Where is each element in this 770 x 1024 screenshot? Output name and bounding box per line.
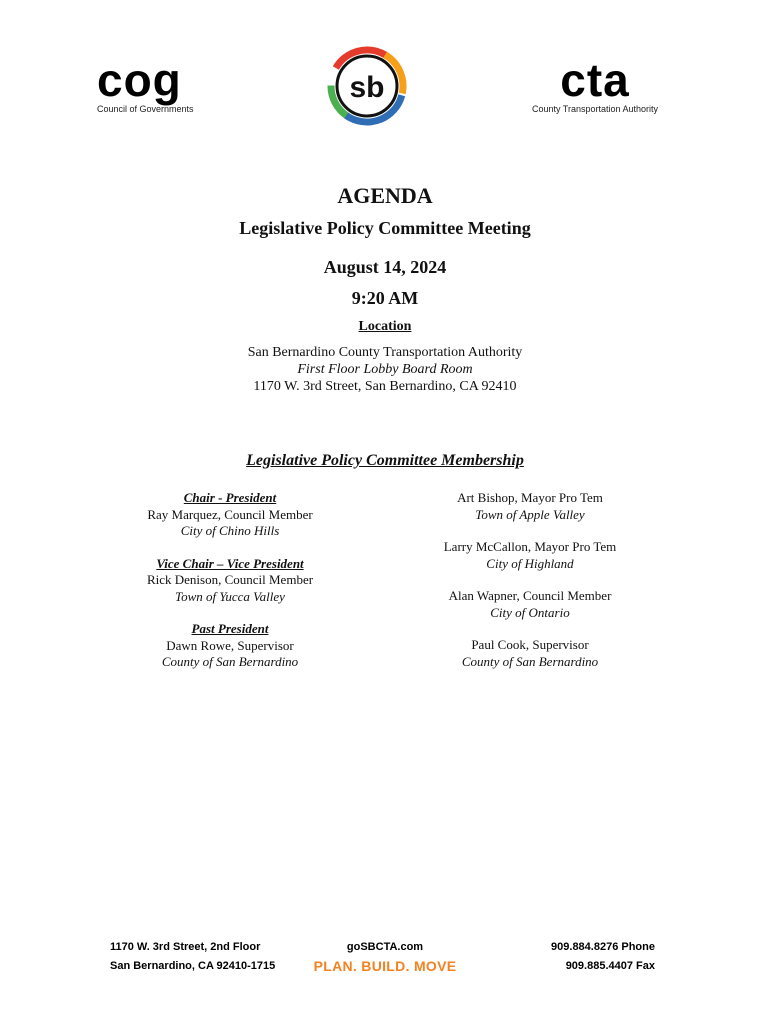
cta-logo-text: cta	[560, 54, 630, 106]
member-name: Alan Wapner, Council Member	[448, 588, 612, 603]
member-entry	[100, 621, 360, 671]
member-role: Past President	[191, 621, 269, 636]
meeting-name: Legislative Policy Committee Meeting	[239, 218, 531, 238]
sb-logo-emblem	[326, 45, 408, 127]
member-name: Rick Denison, Council Member	[146, 572, 314, 587]
location-address: 1170 W. 3rd Street, San Bernardino, CA 92410	[253, 379, 517, 394]
member-entry	[400, 490, 660, 523]
agenda-title: AGENDA	[337, 183, 433, 208]
footer-tagline: PLAN. BUILD. MOVE	[313, 958, 457, 974]
footer-address-line2: San Bernardino, CA 92410-1715	[110, 960, 276, 972]
member-name: Larry McCallon, Mayor Pro Tem	[443, 539, 617, 554]
meeting-date: August 14, 2024	[323, 257, 447, 277]
member-organization: City of Highland	[486, 555, 574, 571]
cog-logo-text: cog	[97, 54, 182, 106]
cog-logo-subtitle: Council of Governments	[97, 104, 194, 114]
member-entry	[400, 588, 660, 621]
membership-title: Legislative Policy Committee Membership	[246, 452, 524, 469]
sb-logo-text: sb	[349, 71, 385, 104]
footer-phone: 909.884.8276 Phone	[551, 941, 655, 953]
cta-logo	[520, 54, 670, 114]
footer-website-link[interactable]: goSBCTA.com	[346, 941, 424, 953]
member-entry	[400, 539, 660, 572]
member-name: Art Bishop, Mayor Pro Tem	[457, 490, 603, 505]
member-organization: City of Chino Hills	[180, 523, 280, 538]
member-entry	[100, 490, 360, 540]
cta-logo-subtitle: County Transportation Authority	[531, 104, 659, 114]
member-organization: County of San Bernardino	[161, 654, 299, 669]
footer-address-line1: 1170 W. 3rd Street, 2nd Floor	[110, 941, 261, 953]
member-organization: Town of Apple Valley	[475, 506, 585, 522]
member-name: Paul Cook, Supervisor	[471, 637, 589, 652]
member-role: Vice Chair – Vice President	[156, 555, 304, 571]
member-organization: City of Ontario	[490, 604, 570, 620]
location-organization: San Bernardino County Transportation Authority	[247, 345, 523, 360]
member-organization: County of San Bernardino	[461, 653, 599, 669]
location-room: First Floor Lobby Board Room	[297, 362, 473, 377]
cog-logo	[97, 54, 207, 114]
member-name: Ray Marquez, Council Member	[147, 506, 313, 522]
sb-logo	[326, 45, 408, 127]
membership-left-column	[100, 490, 360, 687]
member-organization: Town of Yucca Valley	[175, 588, 285, 604]
location-heading: Location	[358, 319, 412, 334]
member-entry	[400, 637, 660, 670]
membership-right-column	[400, 490, 660, 686]
footer-contact	[551, 938, 655, 976]
footer-fax: 909.885.4407 Fax	[565, 960, 655, 972]
meeting-time: 9:20 AM	[351, 288, 419, 308]
member-role: Chair - President	[183, 490, 277, 505]
member-name: Dawn Rowe, Supervisor	[166, 637, 294, 653]
member-entry	[100, 556, 360, 606]
